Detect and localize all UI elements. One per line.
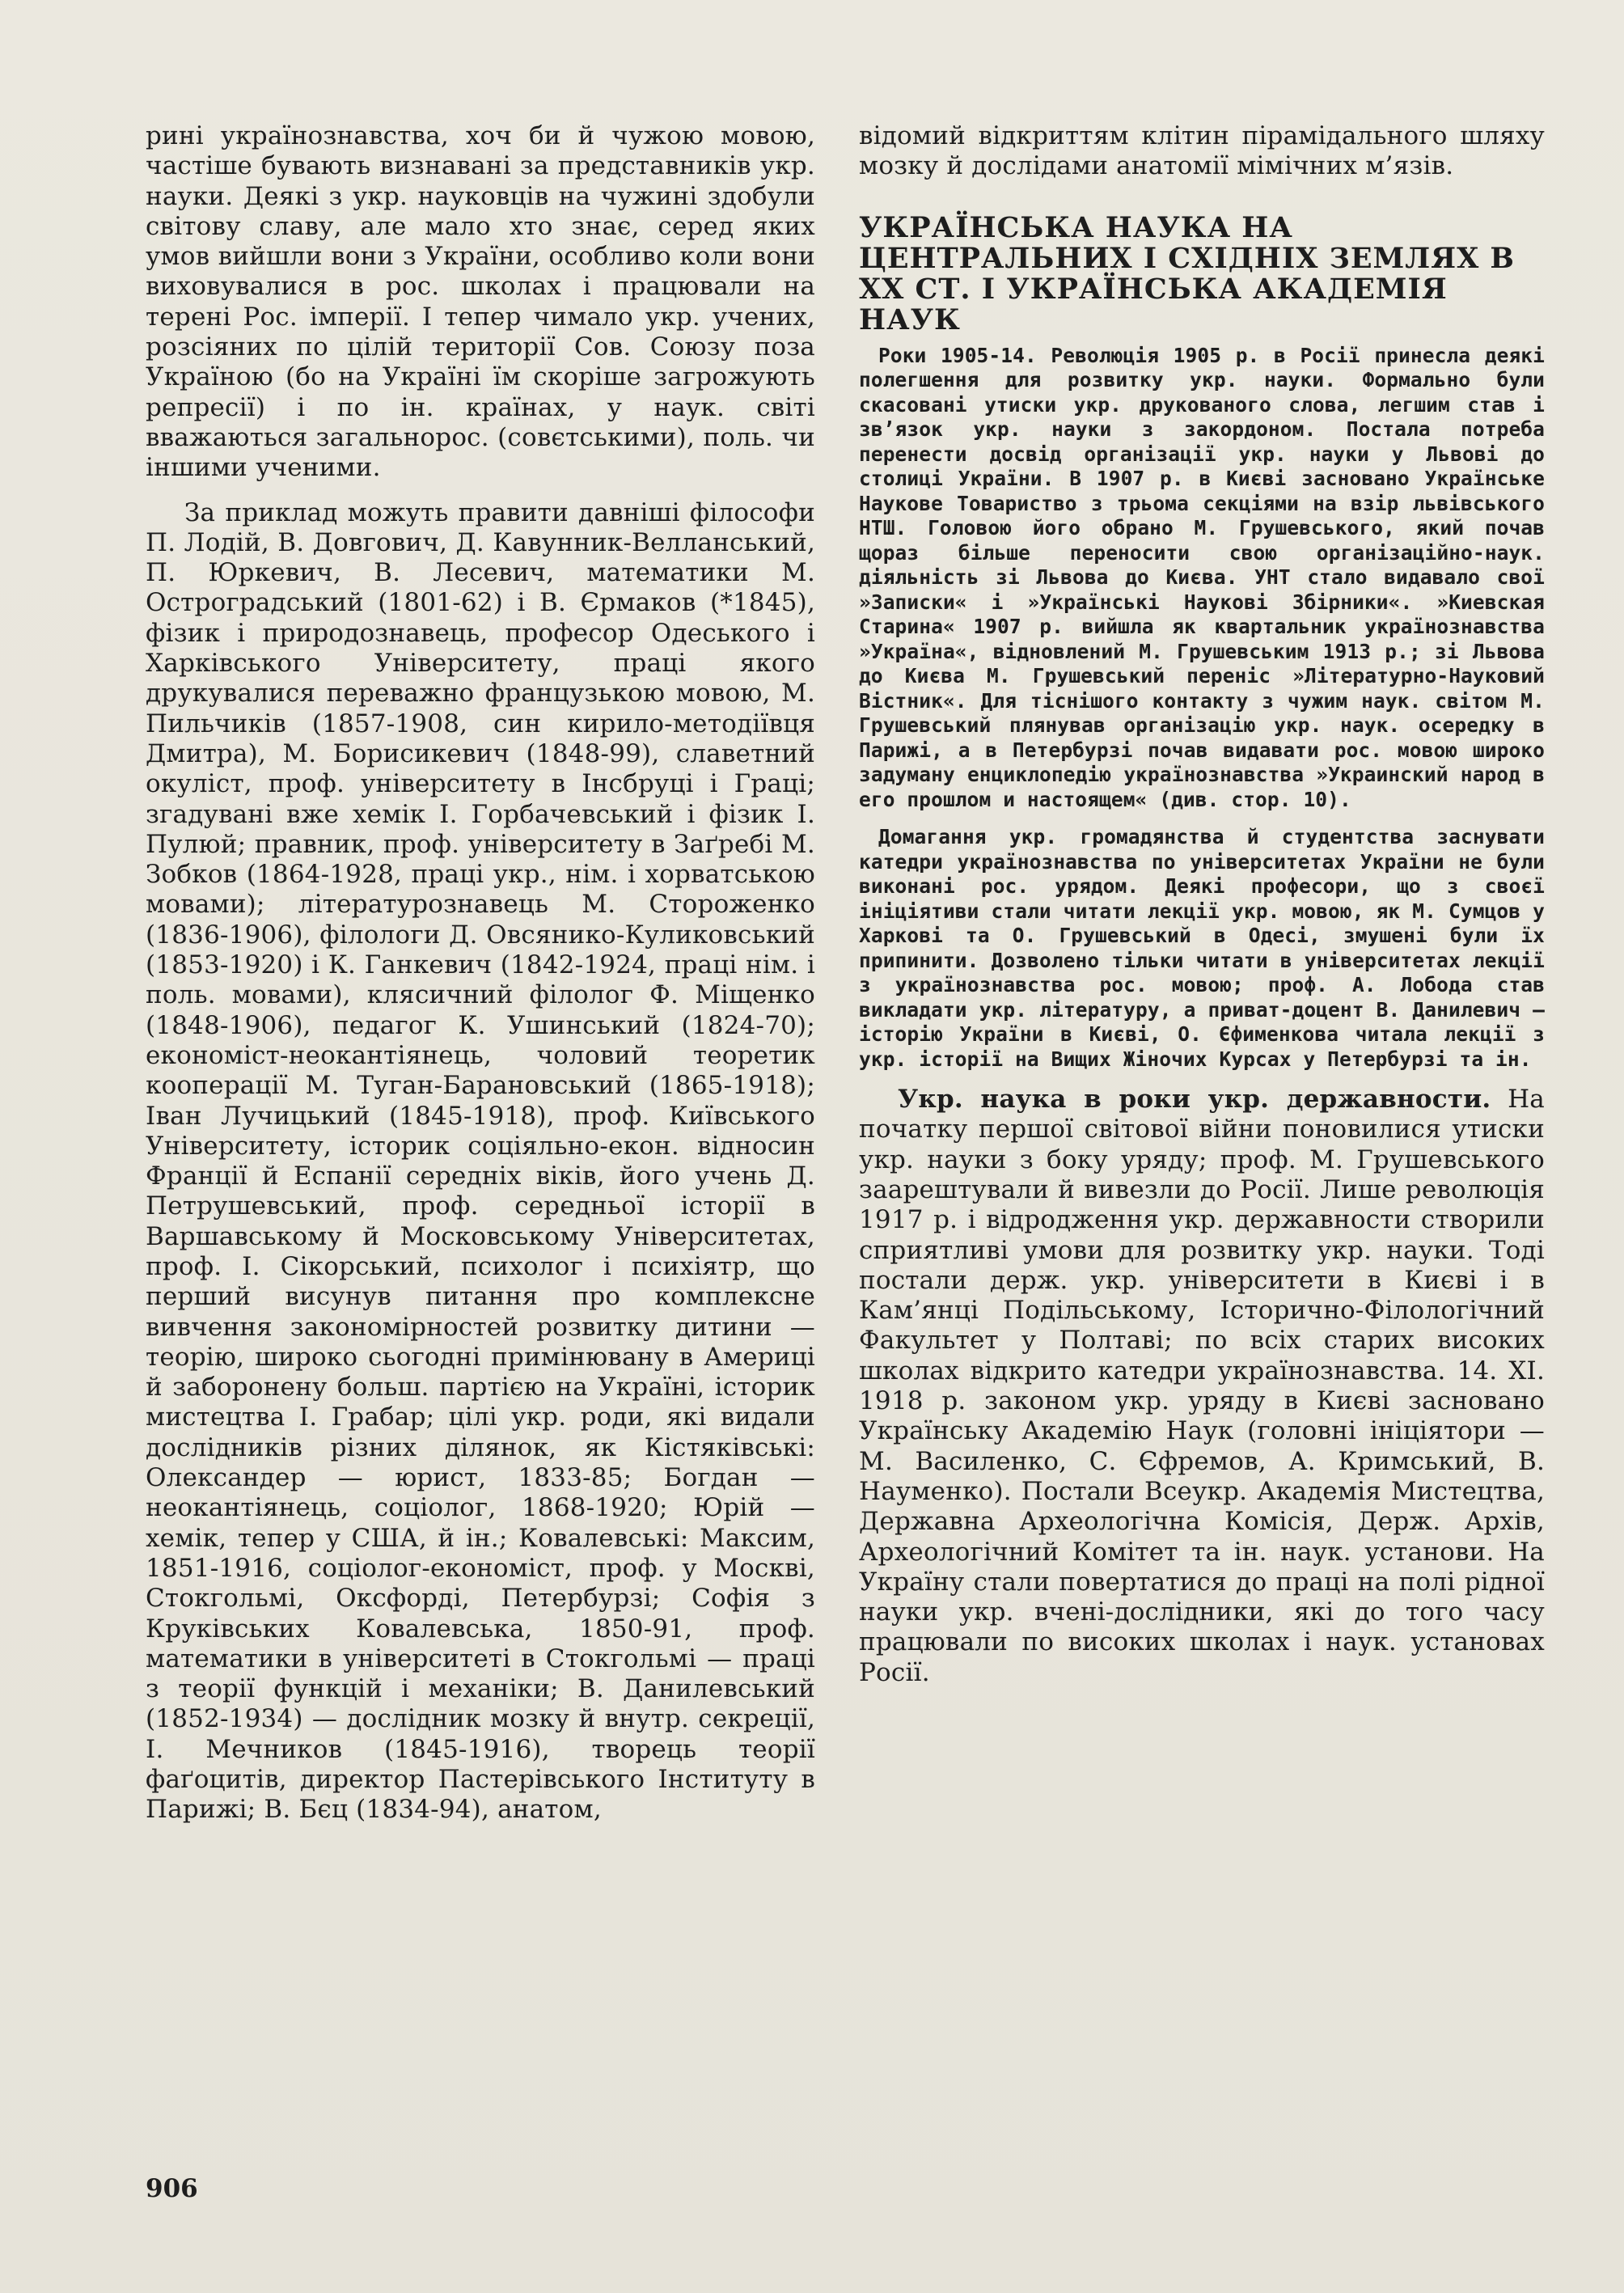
paragraph-lead: Укр. наука в роки укр. державности.: [898, 1085, 1491, 1115]
paragraph: відомий відкриттям клітин пірамідального шляху мозку й дослідами анатомії мімічних м’язів.: [859, 121, 1545, 181]
section-heading: УКРАЇНСЬКА НАУКА НА ЦЕНТРАЛЬНИХ І СХІДНІХ ЗЕМЛЯХ В XX СТ. І УКРАЇНСЬКА АКАДЕМІЯ НАУК: [859, 210, 1515, 336]
paragraph-text: Революція 1905 р. в Росії принесла деякі полегшення для розвитку укр. науки. Формально були скасовані утиски укр. друкованого слова, легшим став і зв’язок укр. науки з закордоном. Постала потреба перенести досвід організації укр. науки у Львові до столиці України. В 1907 р. в Києві засновано Українське Наукове Товариство з трьома секціями на взір львівського НТШ. Головою його обрано М. Грушевського, який почав щораз більше переносити свою організаційно-наук. діяльність зі Львова до Києва. УНТ стало видавало свої »Записки« і »Українські Наукові Збірники«. »Киевская Старина« 1907 р. вийшла як квартальник українознавства »Україна«, відновлений М. Грушевським 1913 р.; зі Львова до Києва М. Грушевський переніс »Літературно-Науковий Вістник«. Для тіснішого контакту з чужим наук. світом М. Грушевський плянував організацію укр. наук. осередку в Парижі, а в Петербурзі почав видавати рос. мовою широко задуману енциклопедію українознавства »Украинский народ в его прошлом и настоящем« (див. стор. 10).: [859, 343, 1545, 811]
page-number: 906: [146, 2174, 198, 2203]
left-column: [146, 121, 815, 1840]
paragraph: рині українознавства, хоч би й чужою мовою, частіше бувають визнавані за представників укр. науки. Деякі з укр. науковців на чужині здобули світову славу, але мало хто знає, серед яких умов вийшли вони з України, особливо коли вони виховувалися в рос. школах і працювали на терені Рос. імперії. І тепер чимало укр. учених, розсіяних по цілій території Сов. Союзу поза Україною (бо на Україні їм скоріше загрожують репресії) і по ін. країнах, у наук. світі вважаються загальнорос. (совєтськими), поль. чи іншими ученими.: [146, 121, 815, 483]
paragraph-lead: Роки 1905-14.: [878, 343, 1037, 367]
paragraph: За приклад можуть правити давніші філософи П. Лодій, В. Довгович, Д. Кавунник-Велланський, П. Юркевич, В. Лесевич, математики М. Остроградський (1801-62) і В. Єрмаков (*1845), фізик і природознавець, професор Одеського і Харківського Університету, праці якого друкувалися переважно французькою мовою, М. Пильчиків (1857-1908, син кирило-методіївця Дмитра), М. Борисикевич (1848-99), славетний окуліст, проф. університету в Інсбруці і Граці; згадувані вже хемік І. Горбачевський і фізик І. Пулюй; правник, проф. університету в Заґребі М. Зобков (1864-1928, праці укр., нім. і хорватською мовами); літературознавець М. Стороженко (1836-1906), філологи Д. Овсянико-Куликовський (1853-1920) і К. Ганкевич (1842-1924, праці нім. і поль. мовами), клясичний філолог Ф. Міщенко (1848-1906), педагог К. Ушинський (1824-70); економіст-неокантіянець, чоловий теоретик кооперації М. Туган-Барановський (1865-1918); Іван Лучицький (1845-1918), проф. Київського Університету, історик соціяльно-екон. відносин Франції й Еспанії середніх віків, його учень Д. Петрушевський, проф. середньої історії в Варшавському й Московському Університетах, проф. І. Сікорський, психолог і психіятр, що перший висунув питання про комплексне вивчення закономірностей розвитку дитини — теорію, широко сьогодні примінювану в Америці й заборонену больш. партією на Україні, історик мистецтва І. Грабар; цілі укр. роди, які видали дослідників різних ділянок, як Кістяківські: Олександер — юрист, 1833-85; Богдан — неокантіянець, соціолог, 1868-1920; Юрій — хемік, тепер у США, й ін.; Ковалевські: Максим, 1851-1916, соціолог-економіст, проф. у Москві, Стокгольмі, Оксфорді, Петербурзі; Софія з Круківських Ковалевська, 1850-91, проф. математики в університеті в Стокгольмі — праці з теорії функцій і механіки; В. Данилевський (1852-1934) — дослідник мозку й внутр. секреції, І. Мечников (1845-1916), творець теорії фаґоцитів, директор Пастерівського Інституту в Парижі; В. Бєц (1834-94), анатом,: [146, 497, 815, 1825]
paragraph: [859, 1085, 1545, 1688]
paragraph-text: На початку першої світової війни поновилися утиски укр. науки з боку уряду; проф. М. Грушевського заарештували й вивезли до Росії. Лише революція 1917 р. і відродження укр. державности створили сприятливі умови для розвитку укр. науки. Тоді постали держ. укр. університети в Києві і в Кам’янці Подільському, Історично-Філологічний Факультет у Полтаві; по всіх старих високих школах відкрито катедри українознавства. 14. XI. 1918 р. законом укр. уряду в Києві засновано Українську Академію Наук (головні ініціятори — М. Василенко, С. Єфремов, А. Кримський, В. Науменко). Постали Всеукр. Академія Мистецтва, Державна Археологічна Комісія, Держ. Архів, Археологічний Комітет та ін. наук. установи. На Україну стали повертатися до праці на полі рідної науки укр. вчені-дослідники, які до того часу працювали по високих школах і наук. установах Росії.: [859, 1085, 1545, 1687]
right-column: [859, 121, 1545, 1703]
paragraph: [859, 344, 1545, 813]
paragraph: Домагання укр. громадянства й студентства заснувати катедри українознавства по університетах України не були виконані рос. урядом. Деякі професори, що з своєї ініціятиви стали читати лекції укр. мовою, як М. Сумцов у Харкові та О. Грушевський в Одесі, змушені були їх припинити. Дозволено тільки читати в університетах лекції з українознавства рос. мовою; проф. А. Лобода став викладати укр. літературу, а приват-доцент В. Данилевич — історію України в Києві, О. Єфименкова читала лекції з укр. історії на Вищих Жіночих Курсах у Петербурзі та ін.: [859, 825, 1545, 1071]
